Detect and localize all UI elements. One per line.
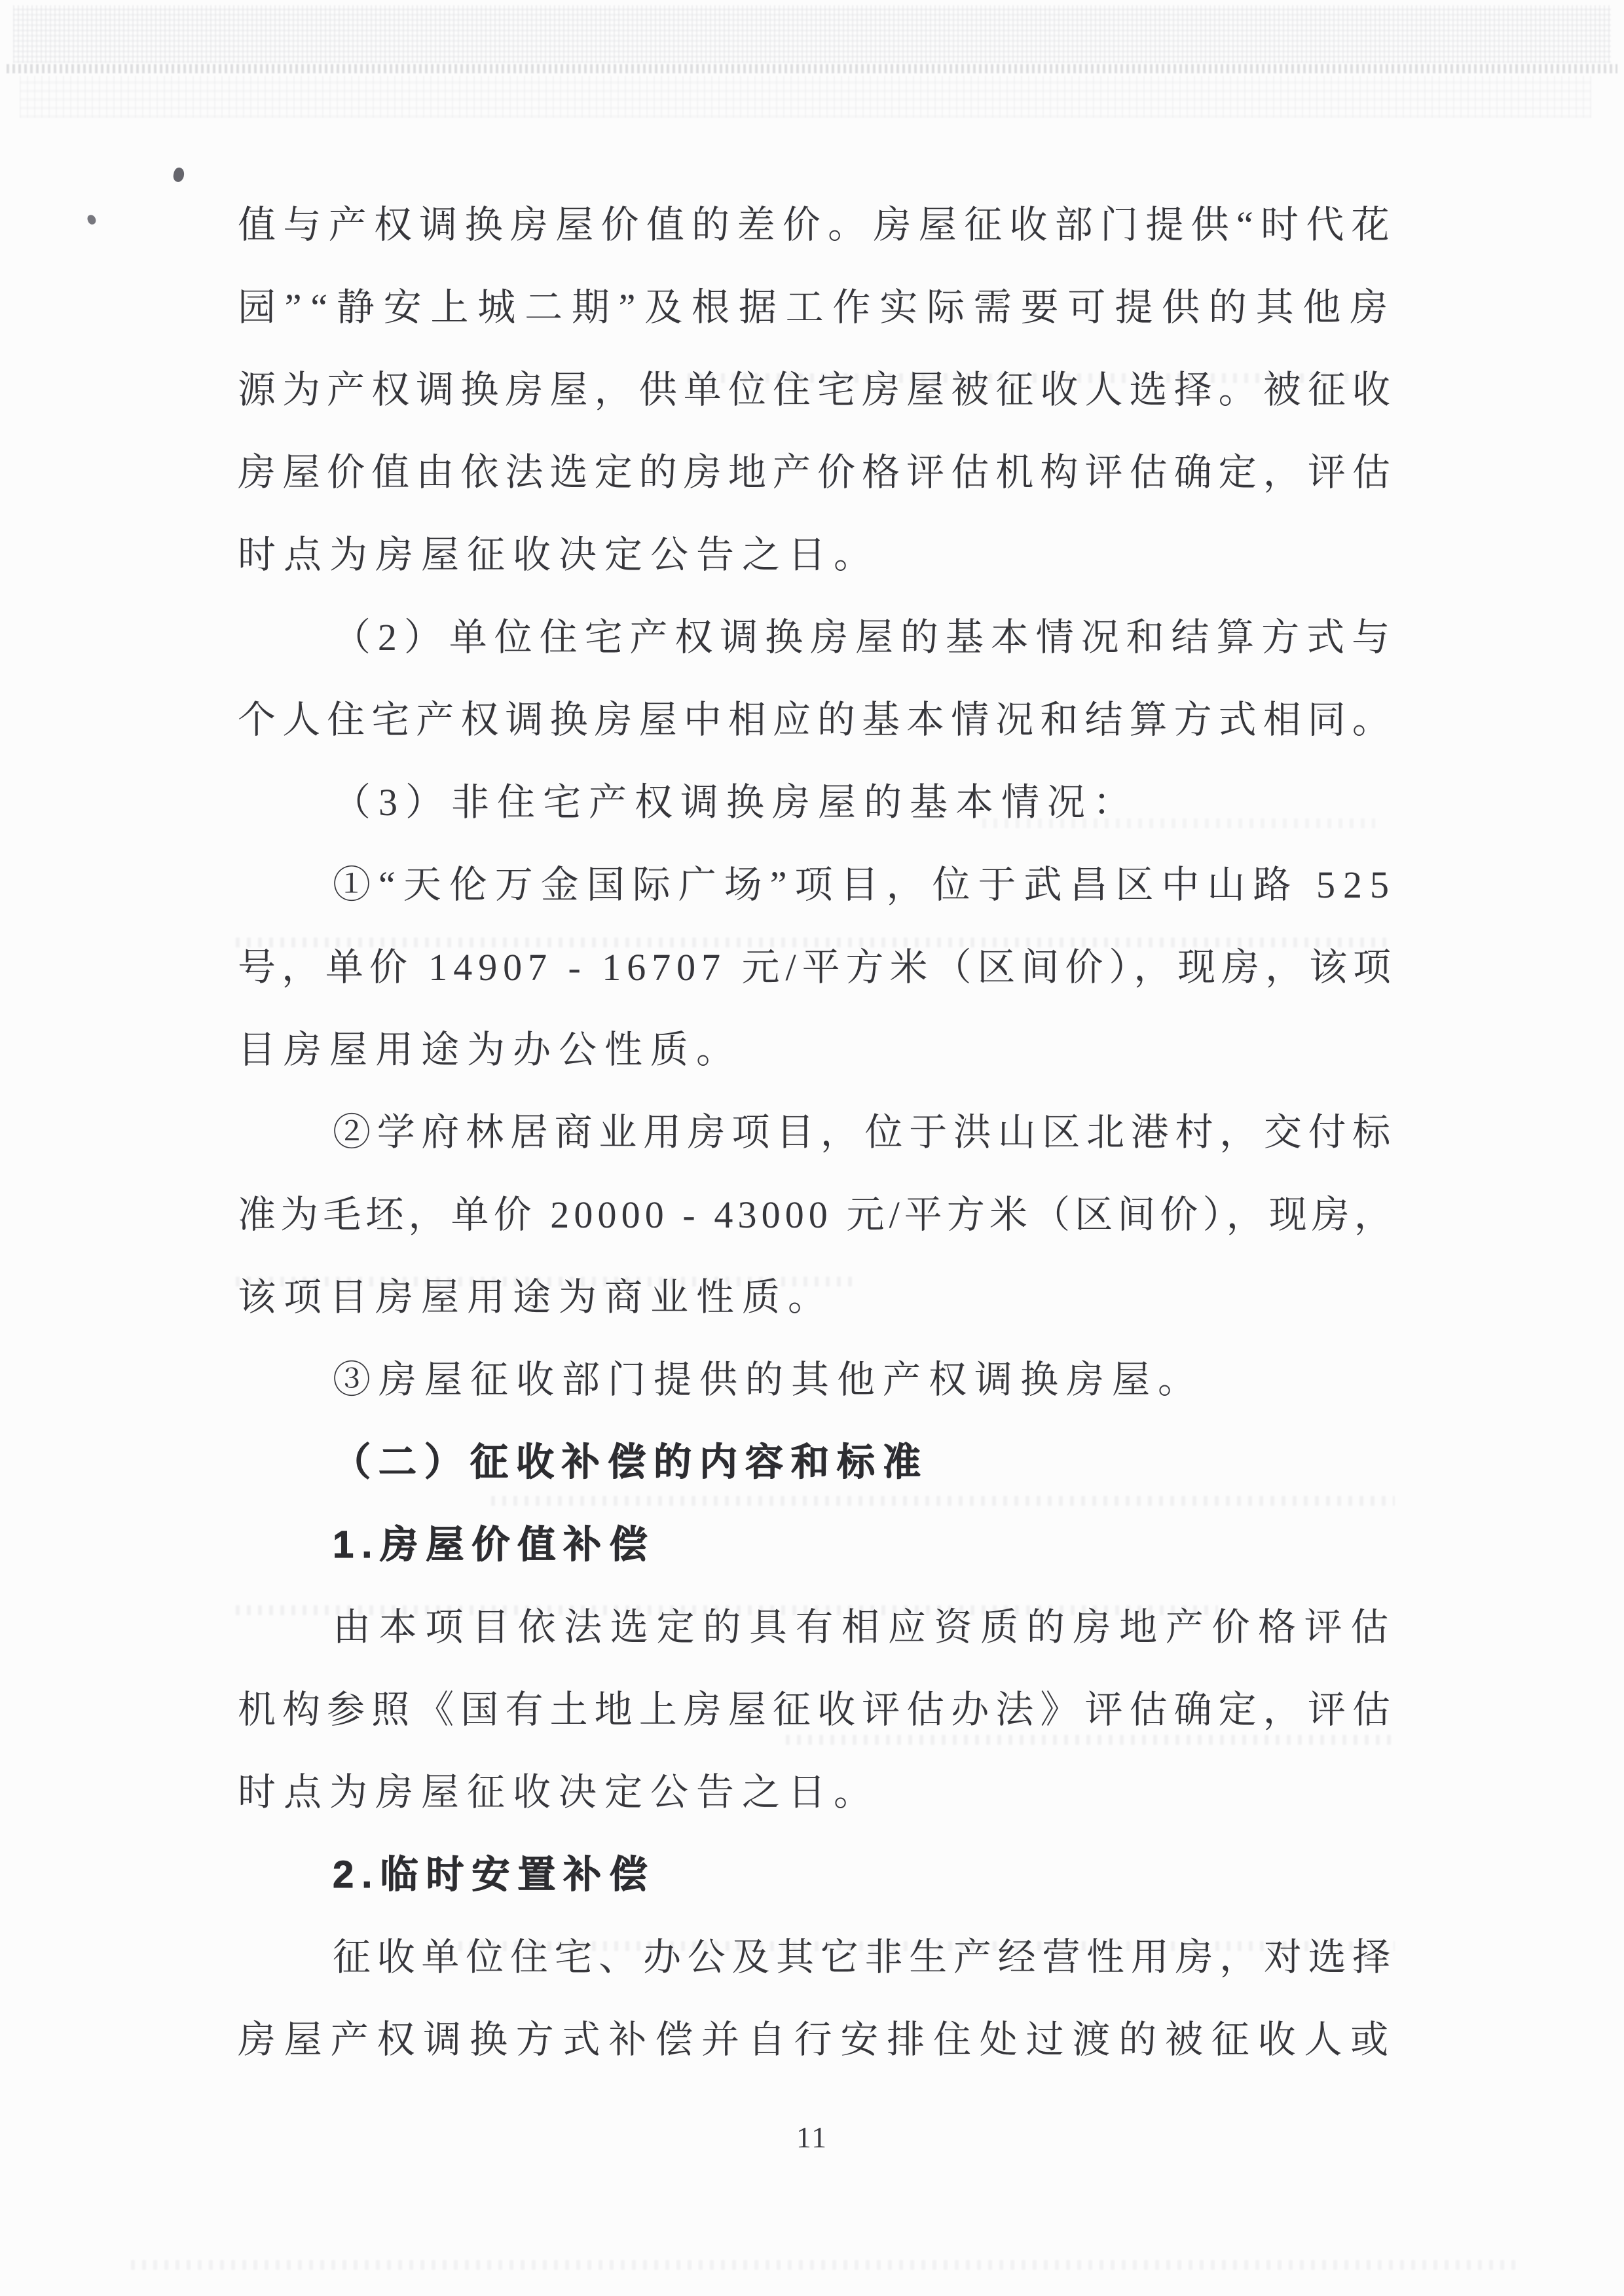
text-line: 该项目房屋用途为商业性质。	[238, 1276, 834, 1319]
text-line: 目房屋用途为办公性质。	[238, 1029, 743, 1071]
text-line: 个人住宅产权调换房屋中相应的基本情况和结算方式相同。	[238, 699, 1397, 741]
text-line: 时点为房屋征收决定公告之日。	[238, 534, 880, 576]
text-line: 时点为房屋征收决定公告之日。	[238, 1771, 880, 1813]
section-heading: （二）征收补偿的内容和标准	[333, 1441, 929, 1484]
section-heading: 1.房屋价值补偿	[333, 1523, 655, 1566]
scan-bleed-artifact	[20, 76, 1591, 118]
text-line: 准为毛坯，单价 20000 - 43000 元/平方米（区间价），现房，	[238, 1194, 1397, 1236]
text-line: 值与产权调换房屋价值的差价。房屋征收部门提供“时代花	[238, 204, 1397, 246]
scan-bleed-artifact	[13, 5, 1611, 63]
text-line: ①“天伦万金国际广场”项目，位于武昌区中山路 525	[333, 864, 1397, 906]
section-heading: 2.临时安置补偿	[333, 1853, 655, 1896]
text-line: 房屋价值由依法选定的房地产价格评估机构评估确定，评估	[238, 451, 1397, 494]
page-number: 11	[796, 2121, 828, 2154]
text-line: 园”“静安上城二期”及根据工作实际需要可提供的其他房	[238, 286, 1397, 329]
text-line: ②学府林居商业用房项目，位于洪山区北港村，交付标	[333, 1111, 1397, 1154]
text-line: 源为产权调换房屋，供单位住宅房屋被征收人选择。被征收	[238, 369, 1397, 411]
scan-bleed-artifact	[7, 64, 1617, 73]
ink-speck	[172, 166, 186, 183]
text-line: （3）非住宅产权调换房屋的基本情况：	[333, 781, 1139, 824]
text-line: ③房屋征收部门提供的其他产权调换房屋。	[333, 1358, 1204, 1401]
document-body	[238, 184, 1397, 2081]
text-line: 征收单位住宅、办公及其它非生产经营性用房，对选择	[333, 1936, 1397, 1978]
ghost-text-artifact	[131, 2260, 1519, 2270]
text-line: 机构参照《国有土地上房屋征收评估办法》评估确定，评估	[238, 1688, 1397, 1731]
text-line: （2）单位住宅产权调换房屋的基本情况和结算方式与	[333, 616, 1397, 659]
text-line: 由本项目依法选定的具有相应资质的房地产价格评估	[333, 1606, 1397, 1649]
text-line: 号，单价 14907 - 16707 元/平方米（区间价），现房，该项	[238, 946, 1397, 989]
text-line: 房屋产权调换方式补偿并自行安排住处过渡的被征收人或	[238, 2018, 1397, 2061]
ink-speck	[86, 213, 98, 225]
